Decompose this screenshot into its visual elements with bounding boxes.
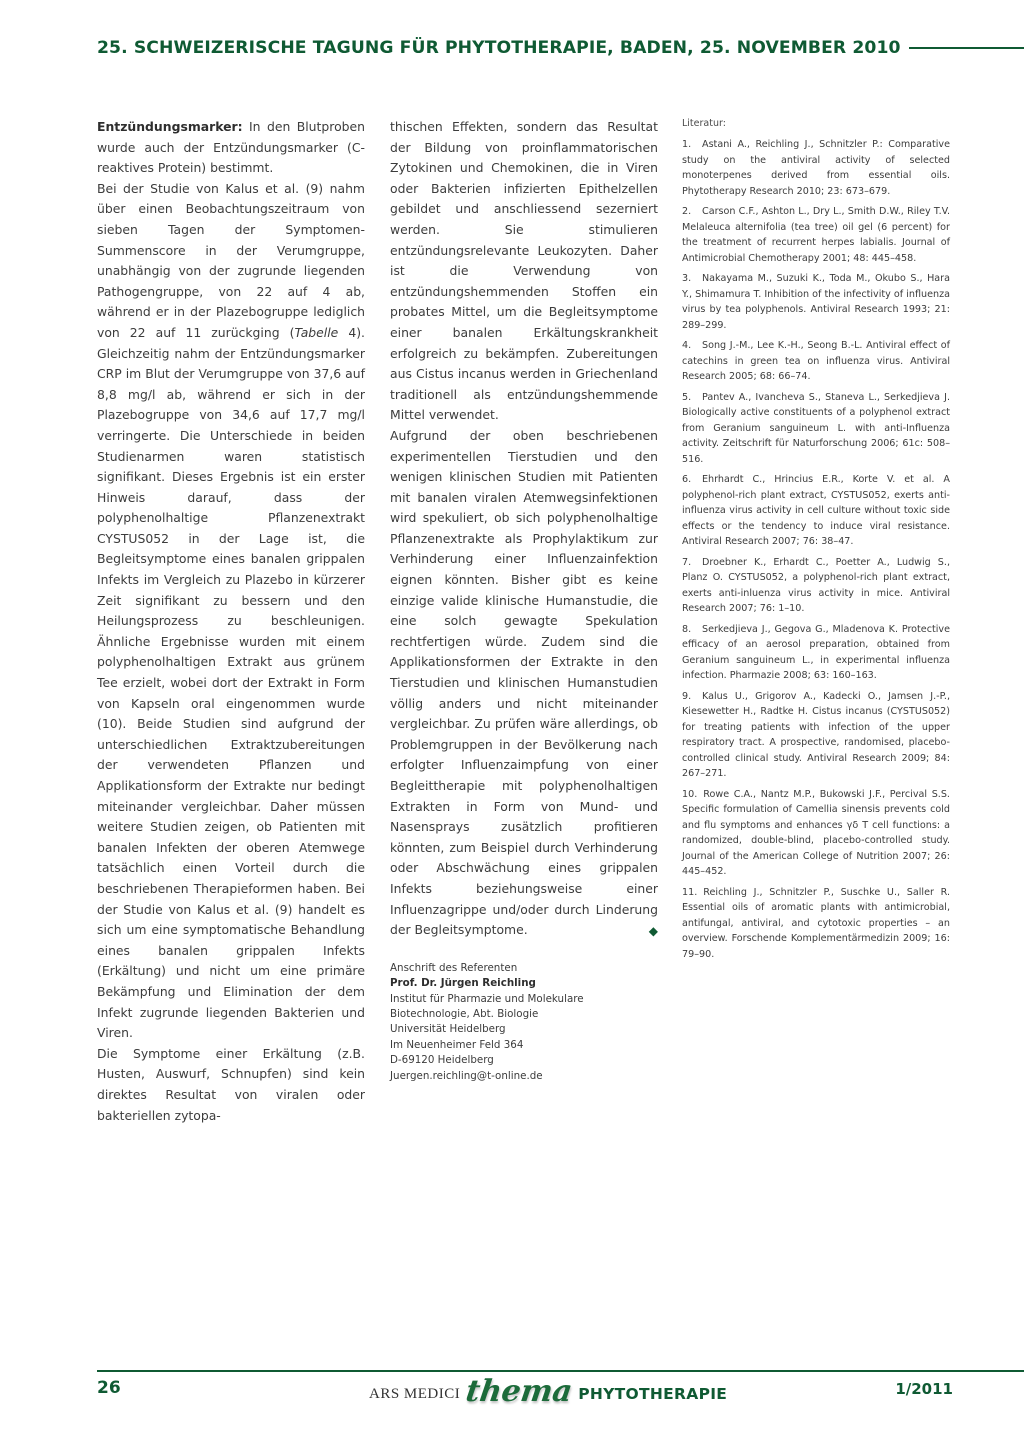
- text-column-1: [97, 117, 365, 1126]
- address-institute: Institut für Pharmazie und Molekulare Biotechnologie, Abt. Biologie: [390, 992, 584, 1020]
- reference-item: 3. Nakayama M., Suzuki K., Toda M., Okubo S., Hara Y., Shimamura T. Inhibition of the infectivity of influenza virus by tea polyphenols. Antiviral Research 1993; 21: 289–299.: [682, 273, 950, 331]
- author-name: Prof. Dr. Jürgen Reichling: [390, 977, 536, 990]
- address-city: D-69120 Heidelberg: [390, 1054, 494, 1067]
- reference-item: 9. Kalus U., Grigorov A., Kadecki O., Jamsen J.-P., Kiesewetter H., Radtke H. Cistus incanus (CYSTUS052) for treating patients with infection of the upper respiratory tract. A prospective, randomised, placebo-controlled clinical study. Antiviral Research 2009; 84: 267–271.: [682, 690, 950, 779]
- address-university: Universität Heidelberg: [390, 1023, 506, 1036]
- reference-item: 4. Song J.-M., Lee K.-H., Seong B.-L. Antiviral effect of catechins in green tea on influenza virus. Antiviral Research 2005; 68: 66–74.: [682, 340, 950, 382]
- reference-item: 2. Carson C.F., Ashton L., Dry L., Smith D.W., Riley T.V. Melaleuca alternifolia (tea tree) oil gel (6 percent) for the treatment of recurrent herpes labialis. Journal of Antimicrobial Chemotherapy 2001; 48: 445–458.: [682, 206, 950, 264]
- reference-item: 6. Ehrhardt C., Hrincius E.R., Korte V. et al. A polyphenol-rich plant extract, CYSTUS052, exerts anti-influenza virus activity in cell culture without toxic side effects or the tendency to induce viral resistance. Antiviral Research 2007; 76: 38–47.: [682, 474, 950, 547]
- address-street: Im Neuenheimer Feld 364: [390, 1038, 524, 1051]
- logo-ars-medici: ARS MEDICI: [369, 1386, 461, 1402]
- publication-logo: [369, 1374, 728, 1409]
- page-footer: [97, 1376, 953, 1412]
- address-label: Anschrift des Referenten: [390, 961, 518, 974]
- header-title: 25. SCHWEIZERISCHE TAGUNG FÜR PHYTOTHERAPIE, BADEN, 25. NOVEMBER 2010: [97, 38, 901, 58]
- paragraph-cold-symptoms: Die Symptome einer Erkältung (z.B. Husten, Auswurf, Schnupfen) sind kein direktes Resultat von viralen oder bakteriellen zytopa-: [97, 1045, 365, 1123]
- literature-heading: Literatur:: [682, 118, 726, 129]
- paragraph-inflammation-markers: Entzündungsmarker: In den Blutproben wurde auch der Entzündungsmarker (C-reaktives Protein) bestimmt.: [97, 119, 365, 176]
- end-of-article-diamond-icon: ◆: [648, 924, 658, 939]
- paragraph-speculation: Aufgrund der oben beschriebenen experimentellen Tierstudien und den wenigen klinischen Studien mit Patienten mit banalen viralen Atemwegsinfektionen wird spekuliert, ob sich polyphenolhaltige Pflanzenextrakte als Prophylaktikum zur Verhinderung einer Influenzainfektion eignen könnten. Bisher gibt es keine einzige valide klinische Humanstudie, die eine solch gewagte Spekulation rechtfertigen würde. Zudem sind die Applikationsformen der Extrakte in den Tierstudien und klinischen Humanstudien völlig anders und nicht miteinander vergleichbar. Zu prüfen wäre allerdings, ob Problemgruppen in der Bevölkerung nach erfolgter Influenzaimpfung von einer Begleittherapie mit polyphenolhaltigen Extrakten in Form von Mund- und Nasensprays zusätzlich profitieren könnten, zum Beispiel durch Verhinderung oder Abschwächung eines grippalen Infekts beziehungsweise einer Influenzagrippe und/oder durch Linderung der Begleitsymptome. ◆: [390, 426, 658, 941]
- reference-item: 11. Reichling J., Schnitzler P., Suschke U., Saller R. Essential oils of aromatic plants with antimicrobial, antifungal, antiviral, and cytotoxic properties – an overview. Forschende Komplementärmedizin 2009; 16: 79–90.: [682, 886, 950, 960]
- logo-section-name: PHYTOTHERAPIE: [578, 1385, 728, 1403]
- header-rule: [909, 47, 1024, 49]
- author-address: [390, 961, 658, 1084]
- literature-column: [682, 117, 950, 967]
- reference-item: 5. Pantev A., Ivancheva S., Staneva L., Serkedjieva J. Biologically active constituents of a polyphenol extract from Geranium sanguineum L. with anti-Influenza activity. Zeitschrift für Naturforschung 2006; 61c: 508–516.: [682, 391, 950, 465]
- reference-item: 1. Astani A., Reichling J., Schnitzler P.: Comparative study on the antiviral activity of selected monoterpenes derived from essential oils. Phytotherapy Research 2010; 23: 673–679.: [682, 139, 950, 197]
- table-reference: Tabelle: [294, 324, 339, 340]
- paragraph-kalus-study: Bei der Studie von Kalus et al. (9) nahm über einen Beobachtungszeitraum von sieben Tagen der Symptomen-Summenscore in der Verumgruppe, unabhängig von der zugrunde liegenden Pathogengruppe, von 22 auf 4 ab, während er in der Plazebogruppe lediglich von 22 auf 11 zurückging (Tabelle 4). Gleichzeitig nahm der Entzündungsmarker CRP im Blut der Verumgruppe von 37,6 auf 8,8 mg/l ab, während er sich in der Plazebogruppe von 34,6 auf 17,7 mg/l verringerte. Die Unterschiede in beiden Studienarmen waren statistisch signifikant. Dieses Ergebnis ist ein erster Hinweis darauf, dass der polyphenolhaltige Pflanzenextrakt CYSTUS052 in der Lage ist, die Begleitsymptome eines banalen grippalen Infekts im Vergleich zu Plazebo in kürzerer Zeit signifikant zu bessern und den Heilungsprozess zu beschleunigen. Ähnliche Ergebnisse wurden mit einem polyphenolhaltigen Extrakt aus grünem Tee erzielt, wobei dort der Extrakt in Form von Kapseln oral eingenommen wurde (10). Beide Studien sind aufgrund der unterschiedlichen Extraktzubereitungen der verwendeten Pflanzen und Applikationsform der Extrakte nur bedingt miteinander vergleichbar. Daher müssen weitere Studien zeigen, ob Patienten mit banalen Infekten der oberen Atemwege tatsächlich einen Vorteil durch die beschriebenen Therapieformen haben. Bei der Studie von Kalus et al. (9) handelt es sich um eine symptomatische Behandlung eines banalen grippalen Infekts (Erkältung) und nicht um eine primäre Bekämpfung und Elimination der dem Infekt zugrunde liegenden Bakterien und Viren.: [97, 180, 365, 1041]
- footer-rule: [97, 1370, 1024, 1372]
- author-email-link[interactable]: Juergen.reichling@t-online.de: [390, 1069, 543, 1082]
- reference-item: 7. Droebner K., Erhardt C., Poetter A., Ludwig S., Planz O. CYSTUS052, a polyphenol-rich plant extract, exerts anti-inluenza virus activity in mice. Antiviral Research 2007; 76: 1–10.: [682, 556, 950, 614]
- running-header: [97, 36, 1024, 60]
- page-number: 26: [97, 1378, 121, 1398]
- reference-item: 10. Rowe C.A., Nantz M.P., Bukowski J.F., Percival S.S. Specific formulation of Camellia sinensis prevents cold and flu symptoms and enhances γδ T cell functions: a randomized, double-blind, placebo-controlled study. Journal of the American College of Nutrition 2007; 26: 445–452.: [682, 788, 950, 877]
- logo-thema: thema: [463, 1374, 575, 1409]
- reference-item: 8. Serkedjieva J., Gegova G., Mladenova K. Protective efficacy of an aerosol preparation, obtained from Geranium sanguineum L., in experimental influenza infection. Pharmazie 2008; 63: 160–163.: [682, 623, 950, 681]
- section-lead-label: Entzündungsmarker:: [97, 119, 243, 134]
- paragraph-cytokines: thischen Effekten, sondern das Resultat der Bildung von proinflammatorischen Zytokinen und Chemokinen, die in Viren oder Bakterien infizierten Epithelzellen gebildet und anschliessend sezerniert werden. Sie stimulieren entzündungsrelevante Leukozyten. Daher ist die Verwendung von entzündungshemmenden Stoffen ein probates Mittel, um die Begleitsymptome einer banalen Erkältungskrankheit erfolgreich zu bekämpfen. Zubereitungen aus Cistus incanus werden in Griechenland traditionell als entzündungshemmende Mittel verwendet.: [390, 119, 658, 423]
- text-column-2: [390, 117, 658, 1084]
- issue-number: 1/2011: [895, 1380, 953, 1398]
